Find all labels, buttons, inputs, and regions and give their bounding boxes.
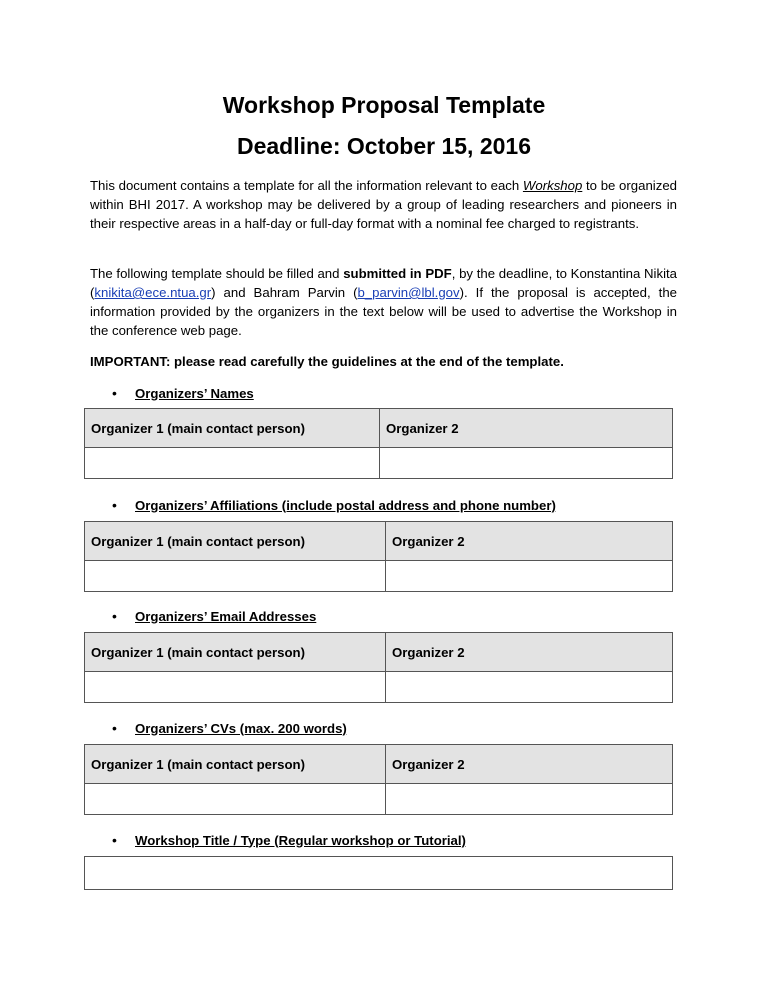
workshop-title-type-field[interactable] <box>84 856 673 890</box>
section-organizers-names <box>112 385 254 401</box>
important-note: IMPORTANT: please read carefully the guidelines at the end of the template. <box>90 354 564 369</box>
bullet-icon: • <box>112 720 117 736</box>
organizer1-affiliation-field[interactable] <box>85 561 386 592</box>
bullet-icon: • <box>112 832 117 848</box>
section-organizers-emails <box>112 608 316 624</box>
submission-text-4: ). If the proposal is accepted, the information provided by the organizers in the text below will be used to advertise the Workshop in the conference web page. <box>90 285 677 338</box>
section-workshop-title-type <box>112 832 466 848</box>
intro-text-cont: to be organized within BHI 2017. A workshop may be delivered by a group of leading researchers and pioneers in their respective areas in a half-day or full-day format with a nominal fee charged to registrants. <box>90 178 677 231</box>
intro-paragraph <box>90 176 677 233</box>
email-link-bparvin[interactable]: b_parvin@lbl.gov <box>357 285 460 300</box>
email-link-knikita[interactable]: knikita@ece.ntua.gr <box>94 285 212 300</box>
section-label: Organizers’ Email Addresses <box>135 608 317 624</box>
organizer2-email-field[interactable] <box>386 672 673 703</box>
col-organizer1-header: Organizer 1 (main contact person) <box>85 522 386 561</box>
col-organizer1-header: Organizer 1 (main contact person) <box>85 745 386 784</box>
organizers-affiliations-table <box>84 521 673 592</box>
section-organizers-cvs <box>112 720 347 736</box>
organizers-names-table <box>84 408 673 479</box>
submission-text-3: ) and Bahram Parvin ( <box>211 285 358 300</box>
submission-text: The following template should be filled and <box>90 266 344 281</box>
document-title: Workshop Proposal Template <box>222 92 546 118</box>
deadline-heading: Deadline: October 15, 2016 <box>236 133 531 159</box>
col-organizer2-header: Organizer 2 <box>386 745 673 784</box>
organizer2-affiliation-field[interactable] <box>386 561 673 592</box>
bullet-icon: • <box>112 608 117 624</box>
organizers-cvs-table <box>84 744 673 815</box>
organizer1-email-field[interactable] <box>85 672 386 703</box>
section-label: Organizers’ CVs (max. 200 words) <box>135 720 347 736</box>
submission-text-2: , by the deadline, to Konstantina Nikita ( <box>90 266 677 300</box>
intro-text: This document contains a template for all the information relevant to each <box>90 178 523 193</box>
col-organizer2-header: Organizer 2 <box>380 409 673 448</box>
organizer1-names-field[interactable] <box>85 448 380 479</box>
organizer1-cv-field[interactable] <box>85 784 386 815</box>
col-organizer1-header: Organizer 1 (main contact person) <box>85 409 380 448</box>
section-label: Organizers’ Names <box>135 385 254 401</box>
workshop-word: Workshop <box>522 178 583 193</box>
col-organizer2-header: Organizer 2 <box>386 522 673 561</box>
organizer2-names-field[interactable] <box>380 448 673 479</box>
col-organizer2-header: Organizer 2 <box>386 633 673 672</box>
submitted-pdf-bold: submitted in PDF <box>343 266 452 281</box>
section-organizers-affiliations <box>112 497 556 513</box>
organizers-emails-table <box>84 632 673 703</box>
submission-paragraph <box>90 264 677 340</box>
section-label: Organizers’ Affiliations (include postal address and phone number) <box>135 497 556 513</box>
bullet-icon: • <box>112 497 117 513</box>
section-label: Workshop Title / Type (Regular workshop or Tutorial) <box>135 832 466 848</box>
col-organizer1-header: Organizer 1 (main contact person) <box>85 633 386 672</box>
organizer2-cv-field[interactable] <box>386 784 673 815</box>
bullet-icon: • <box>112 385 117 401</box>
